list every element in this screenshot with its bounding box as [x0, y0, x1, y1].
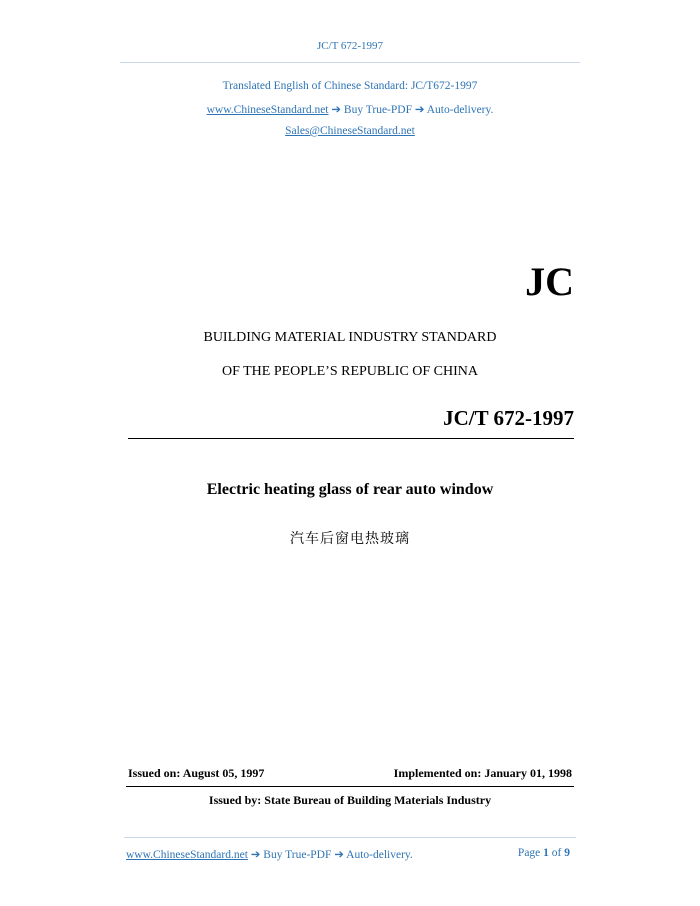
implemented-date: Implemented on: January 01, 1998 [393, 766, 572, 780]
header-divider [120, 62, 580, 63]
page-of: of [551, 847, 562, 859]
issued-date: Issued on: August 05, 1997 [128, 766, 265, 780]
footer-divider [124, 837, 576, 838]
page-current: 1 [543, 847, 549, 859]
auto-delivery-text: Auto-delivery. [426, 104, 494, 116]
issue-divider [126, 786, 574, 787]
standard-number: JC/T 672-1997 [443, 406, 574, 430]
buy-pdf-text: Buy True-PDF [343, 104, 412, 116]
document-title: Electric heating glass of rear auto window [206, 481, 494, 498]
arrow-icon: ➔ [250, 849, 261, 861]
footer-buy-pdf-text: Buy True-PDF [263, 849, 332, 861]
chinese-title: 汽车后窗电热玻璃 [290, 531, 410, 547]
arrow-icon: ➔ [414, 104, 425, 116]
issuing-authority: Issued by: State Bureau of Building Materials Industry [208, 793, 492, 807]
standard-category: BUILDING MATERIAL INDUSTRY STANDARD [203, 330, 497, 345]
page-total: 9 [564, 847, 570, 859]
footer-website-link[interactable]: www.ChineseStandard.net [126, 849, 248, 861]
translated-notice: Translated English of Chinese Standard: JC/T672-1997 [222, 80, 478, 92]
email-line [0, 125, 700, 137]
arrow-icon: ➔ [334, 849, 344, 861]
page-counter [518, 847, 570, 859]
standard-country: OF THE PEOPLE’S REPUBLIC OF CHINA [221, 364, 479, 379]
arrow-icon: ➔ [331, 104, 342, 116]
promo-line [0, 102, 700, 116]
website-link[interactable]: www.ChineseStandard.net [206, 104, 329, 116]
standard-code-mark: JC [525, 259, 574, 304]
title-divider [128, 438, 574, 439]
page-label: Page [517, 847, 541, 859]
footer-promo [126, 847, 413, 861]
sales-email-link[interactable]: Sales@ChineseStandard.net [285, 125, 415, 137]
footer-auto-delivery-text: Auto-delivery. [346, 849, 413, 861]
running-header: JC/T 672-1997 [316, 40, 384, 52]
